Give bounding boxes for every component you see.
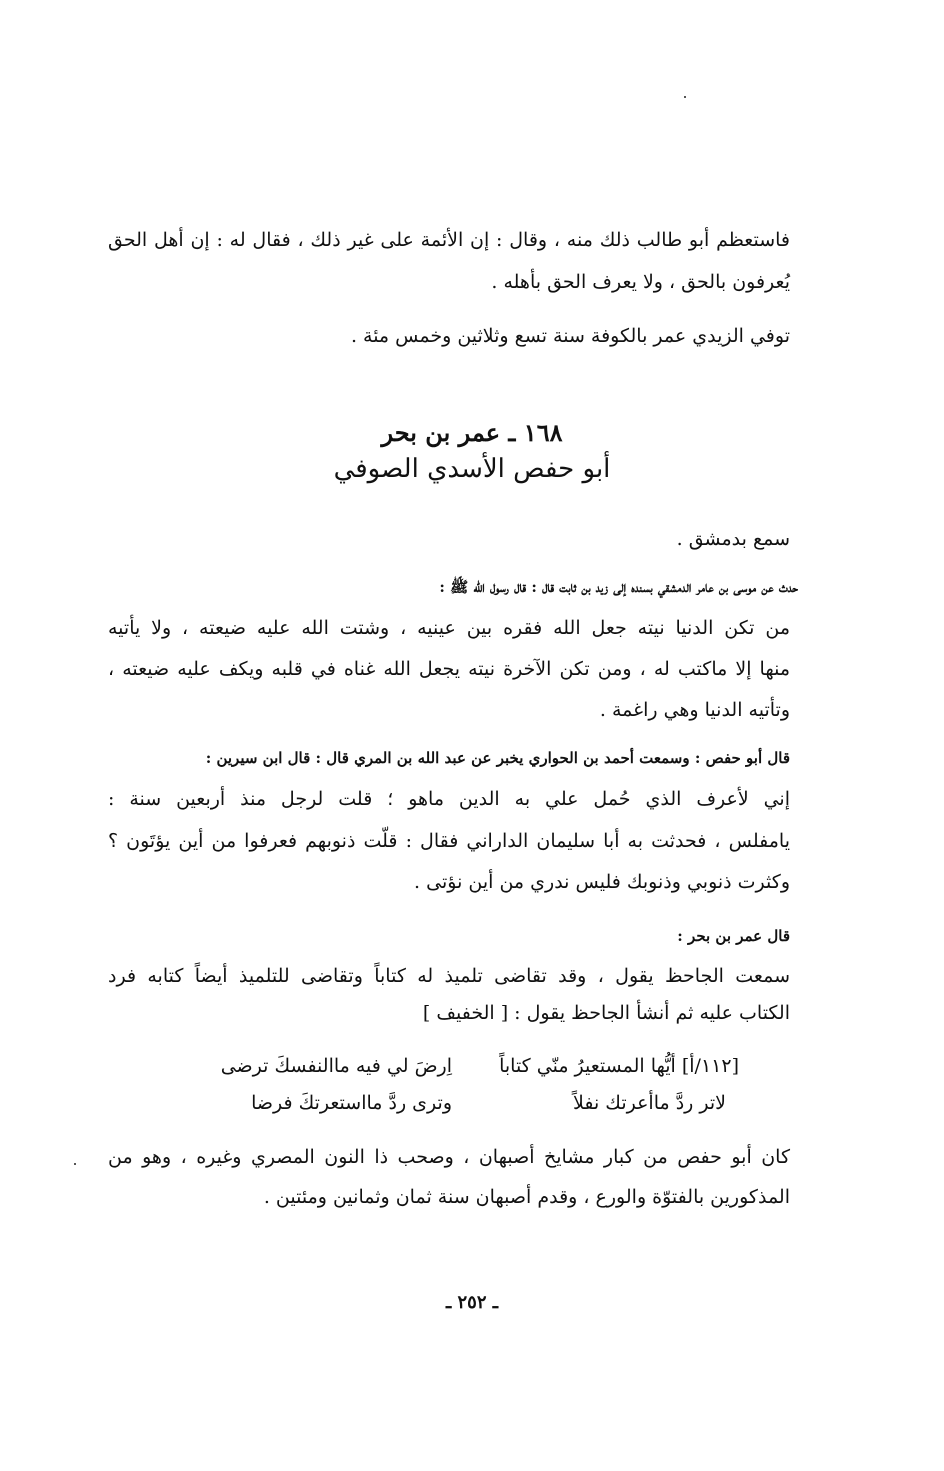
page-number: ـ ٢٥٢ ـ bbox=[445, 1292, 499, 1313]
body-text-line: إني لأعرف الذي حُمل علي به الدين ماهو ؛ قلت لرجل منذ أربعين سنة : bbox=[108, 788, 790, 810]
hadith-text-line: من تكن الدنيا نيته جعل الله فقره بين عينيه ، وشتت الله عليه ضيعته ، ولا يأتيه bbox=[108, 617, 790, 639]
body-text-line: المذكورين بالفتوّة والورع ، وقدم أصبهان سنة ثمان وثمانين ومئتين . bbox=[263, 1186, 790, 1208]
body-text-line: يُعرفون بالحق ، ولا يعرف الحق بأهله . bbox=[491, 271, 790, 293]
entry-title: ١٦٨ ـ عمر بن بحر bbox=[381, 418, 563, 447]
poem-hemistich: [١١٢/أ] أيُّها المستعيرُ منّي كتاباً bbox=[499, 1055, 739, 1077]
body-text-line: يامفلس ، فحدثت به أبا سليمان الداراني فقال : قلّت ذنوبهم فعرفوا من أين يؤتَون ؟ bbox=[108, 830, 790, 852]
body-text-line: فاستعظم أبو طالب ذلك منه ، وقال : إن الأئمة على غير ذلك ، فقال له : إن أهل الحق bbox=[108, 229, 790, 251]
body-text-line: كان أبو حفص من كبار مشايخ أصبهان ، وصحب ذا النون المصري وغيره ، وهو من bbox=[108, 1146, 790, 1168]
death-note: توفي الزيدي عمر بالكوفة سنة تسع وثلاثين وخمس مئة . bbox=[350, 325, 790, 347]
isnad-line: حدث عن موسى بن عامر الدمشقي بسنده إلى زيد بن ثابت قال : قال رسول الله ﷺ : bbox=[439, 578, 798, 596]
poem-hemistich: لاتر ردَّ ماأعرتك نفلاً bbox=[573, 1092, 726, 1114]
entry-subtitle: أبو حفص الأسدي الصوفي bbox=[333, 454, 611, 484]
body-text-line: سمع بدمشق . bbox=[676, 528, 790, 550]
scan-speck bbox=[74, 1163, 76, 1165]
hadith-text-line: وتأتيه الدنيا وهي راغمة . bbox=[599, 699, 790, 721]
isnad-line: قال عمر بن بحر : bbox=[677, 927, 790, 945]
body-text-line: سمعت الجاحظ يقول ، وقد تقاضى تلميذ له كتاباً وتقاضى للتلميذ أيضاً كتابه فرد bbox=[108, 965, 790, 987]
hadith-text-line: منها إلا ماكتب له ، ومن تكن الآخرة نيته يجعل الله غناه في قلبه ويكف عليه ضيعته ، bbox=[108, 658, 790, 680]
body-text-line: وكثرت ذنوبي وذنوبك فليس ندري من أين نؤتى . bbox=[414, 871, 790, 893]
isnad-line: قال أبو حفص : وسمعت أحمد بن الحواري يخبر عن عبد الله بن المري قال : قال ابن سيرين : bbox=[205, 749, 790, 767]
scan-speck bbox=[684, 96, 686, 98]
body-text-line: الكتاب عليه ثم أنشأ الجاحظ يقول : [ الخفيف ] bbox=[422, 1002, 790, 1024]
poem-hemistich: وترى ردَّ مااستعرتكَ فرضا bbox=[251, 1092, 452, 1114]
poem-hemistich: اِرضَ لي فيه ماالنفسكَ ترضى bbox=[220, 1055, 452, 1077]
